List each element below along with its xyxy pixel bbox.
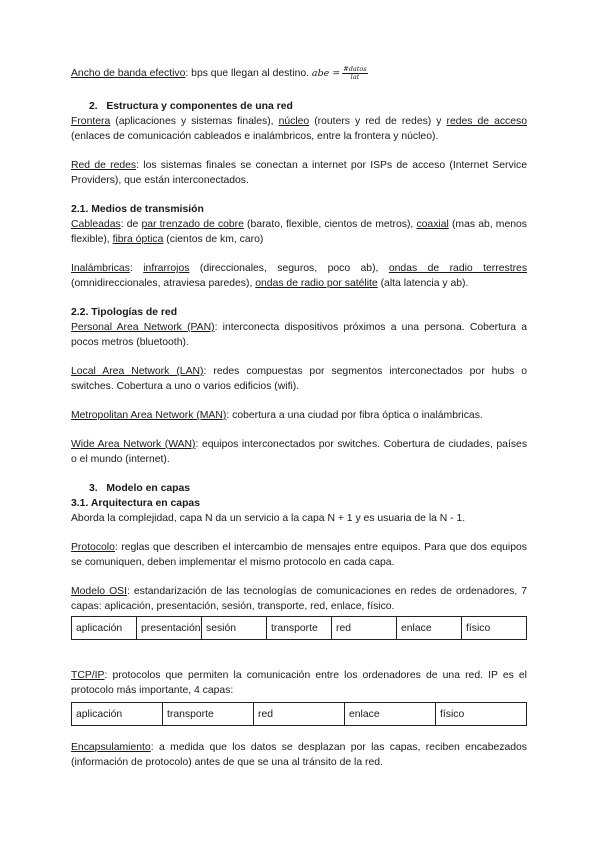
bandwidth-text: : bps que llegan al destino. — [185, 68, 310, 79]
term-ancho-de-banda: Ancho de banda efectivo — [71, 68, 186, 79]
paragraph-pan — [71, 320, 527, 350]
formula-numerator: #datos — [343, 65, 367, 73]
bandwidth-paragraph — [71, 66, 527, 81]
text-span: : a medida que los datos se desplazan por las capas, reciben encabezados (información de protocolo) antes de que se una al tránsito de la red. — [71, 742, 527, 768]
term-encapsulamiento: Encapsulamiento — [71, 742, 151, 753]
term-inalambricas: Inalámbricas — [71, 263, 130, 274]
bandwidth-formula — [311, 65, 368, 81]
term-par-trenzado: par trenzado de cobre — [141, 219, 244, 230]
term-lan: Local Area Network (LAN) — [71, 366, 204, 377]
document-body — [71, 66, 527, 770]
term-ondas-radio-satelite: ondas de radio por satélite — [255, 278, 378, 289]
text-span: : equipos interconectados por switches. Cobertura de ciudades, países o el mundo (internet). — [71, 439, 528, 465]
paragraph-inalambricas — [71, 261, 527, 291]
term-ondas-radio-terrestres: ondas de radio terrestres — [388, 263, 528, 274]
heading-section-3: 3. Modelo en capas — [89, 483, 191, 494]
paragraph-modelo-osi — [71, 584, 527, 614]
paragraph-wan — [71, 437, 527, 467]
formula-denominator: lat — [350, 73, 360, 81]
text-span: : los sistemas finales se conectan a internet por ISPs de acceso (Internet Service Providers), que están interconectados. — [71, 160, 527, 186]
text-span: : reglas que describen el intercambio de mensajes entre equipos. Para que dos equipos se comuniquen, deben implementar el mismo protocolo en cada capa. — [71, 542, 527, 568]
table-cell: aplicación — [72, 703, 163, 726]
table-row — [72, 617, 527, 640]
term-coaxial: coaxial — [416, 219, 449, 230]
text-span: : interconecta dispositivos próximos a una persona. Cobertura a pocos metros (bluetooth). — [71, 322, 527, 348]
heading-section-2-2: 2.2. Tipologías de red — [71, 307, 178, 318]
table-cell: presentación — [137, 617, 202, 640]
paragraph-red-de-redes — [71, 158, 527, 188]
term-nucleo: núcleo — [278, 116, 310, 127]
text-span: : — [129, 263, 144, 274]
term-cableadas: Cableadas — [71, 219, 121, 230]
text-span: : estandarización de las tecnologías de comunicaciones en redes de ordenadores, 7 capas: aplicación, presentación, sesión, transporte, red, enlace, físico. — [71, 586, 527, 612]
table-cell: enlace — [397, 617, 462, 640]
term-frontera: Frontera — [71, 116, 111, 127]
text-span: : redes compuestas por segmentos interconectados por hubs o switches. Cobertura a uno o varios edificios (wifi). — [71, 366, 527, 392]
paragraph-encapsulamiento — [71, 740, 527, 770]
term-protocolo: Protocolo — [71, 542, 115, 553]
table-cell: red — [254, 703, 345, 726]
text-span: (mas ab, menos flexible), — [71, 219, 527, 245]
tcpip-layers-table — [71, 702, 527, 726]
text-span: (enlaces de comunicación cableados e inalámbricos, entre la frontera y núcleo). — [71, 131, 439, 142]
table-cell: aplicación — [72, 617, 137, 640]
osi-layers-table — [71, 616, 527, 640]
text-span: : cobertura a una ciudad por fibra óptica o inalámbricas. — [226, 410, 483, 421]
text-span: (barato, flexible, cientos de metros), — [243, 219, 417, 230]
table-cell: transporte — [163, 703, 254, 726]
paragraph-lan — [71, 364, 527, 394]
term-redes-de-acceso: redes de acceso — [446, 116, 527, 127]
term-modelo-osi: Modelo OSI — [71, 586, 127, 597]
paragraph-capas-intro: Aborda la complejidad, capa N da un servicio a la capa N + 1 y es usuaria de la N - 1. — [71, 513, 466, 524]
term-man: Metropolitan Area Network (MAN) — [71, 410, 227, 421]
term-infrarrojos: infrarrojos — [143, 263, 190, 274]
text-span: (direccionales, seguros, poco ab), — [189, 263, 389, 274]
text-span: : protocolos que permiten la comunicación entre los ordenadores de una red. IP es el protocolo más importante, 4 capas: — [71, 670, 527, 696]
paragraph-tcpip — [71, 668, 527, 698]
table-row — [72, 703, 527, 726]
text-span: : de — [120, 219, 142, 230]
text-span: (aplicaciones y sistemas finales), — [110, 116, 279, 127]
formula-fraction — [342, 66, 367, 81]
table-cell: físico — [436, 703, 527, 726]
table-cell: red — [332, 617, 397, 640]
paragraph-frontera — [71, 114, 527, 144]
paragraph-cableadas — [71, 217, 527, 247]
table-cell: enlace — [345, 703, 436, 726]
term-pan: Personal Area Network (PAN) — [71, 322, 215, 333]
table-cell: transporte — [267, 617, 332, 640]
heading-section-2: 2. Estructura y componentes de una red — [89, 101, 293, 112]
term-fibra-optica: fibra óptica — [112, 234, 164, 245]
formula-lhs: abe = — [311, 68, 341, 79]
text-span: (omnidireccionales, atraviesa paredes), — [71, 278, 256, 289]
text-span: (routers y red de redes) y — [309, 116, 447, 127]
term-red-de-redes: Red de redes — [71, 160, 137, 171]
heading-section-2-1: 2.1. Medios de transmisión — [71, 204, 204, 215]
term-tcpip: TCP/IP — [71, 670, 105, 681]
paragraph-man — [71, 408, 527, 423]
text-span: (alta latencia y ab). — [377, 278, 469, 289]
term-wan: Wide Area Network (WAN) — [71, 439, 196, 450]
table-cell: físico — [462, 617, 527, 640]
text-span: (cientos de km, caro) — [163, 234, 264, 245]
table-cell: sesión — [202, 617, 267, 640]
heading-section-3-1: 3.1. Arquitectura en capas — [71, 498, 200, 509]
paragraph-protocolo — [71, 540, 527, 570]
